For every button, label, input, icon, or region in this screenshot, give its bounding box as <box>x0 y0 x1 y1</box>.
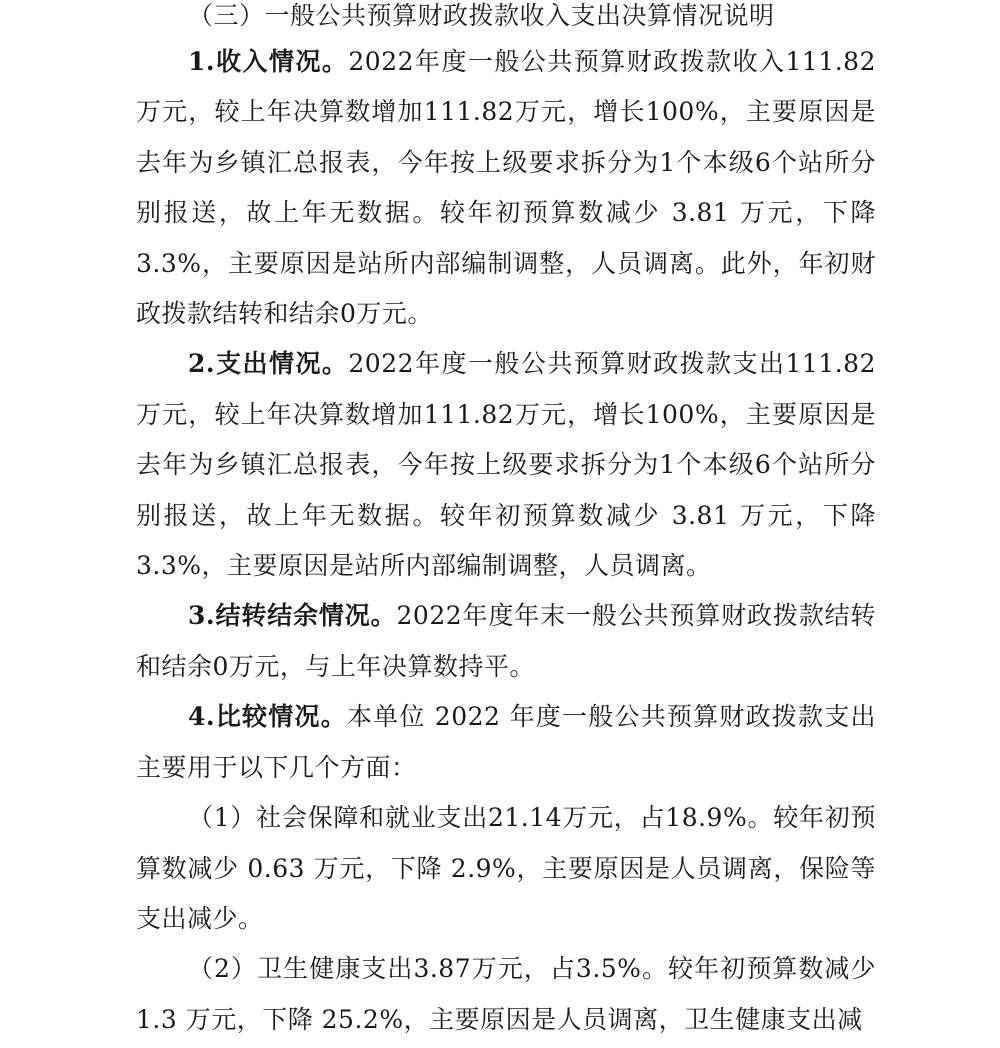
social-security-block <box>136 793 876 944</box>
carryover-lead: 3.结转结余情况。 <box>188 601 397 631</box>
comparison-paragraph <box>136 692 876 793</box>
expenditure-block <box>136 339 876 591</box>
social-security-paragraph <box>136 793 876 944</box>
health-text: （2）卫生健康支出3.87万元，占3.5%。较年初预算数减少1.3 万元，下降 25.2%，主要原因是人员调离，卫生健康支出减 <box>136 954 876 1034</box>
health-paragraph <box>136 944 876 1045</box>
social-security-text: （1）社会保障和就业支出21.14万元，占18.9%。较年初预算数减少 0.63 万元，下降 2.9%，主要原因是人员调离，保险等支出减少。 <box>136 803 876 933</box>
section-heading: （三）一般公共预算财政拨款收入支出决算情况说明 <box>188 1 775 30</box>
carryover-paragraph <box>136 591 876 692</box>
document-page <box>136 0 876 1048</box>
income-text: 2022年度一般公共预算财政拨款收入111.82万元，较上年决算数增加111.82万元，增长100%，主要原因是去年为乡镇汇总报表，今年按上级要求拆分为1个本级6个站所分别报送，故上年无数据。较年初预算数减少 3.81 万元，下降3.3%，主要原因是站所内部编制调整，人员调离。此外，年初财政拨款结转和结余0万元。 <box>136 47 876 329</box>
expenditure-lead: 2.支出情况。 <box>188 349 349 379</box>
comparison-lead: 4.比较情况。 <box>188 702 347 732</box>
carryover-text: 2022年度年末一般公共预算财政拨款结转和结余0万元，与上年决算数持平。 <box>136 601 876 681</box>
comparison-block <box>136 692 876 793</box>
income-paragraph <box>136 37 876 339</box>
income-lead: 1.收入情况。 <box>188 47 349 76</box>
expenditure-text: 2022年度一般公共预算财政拨款支出111.82万元，较上年决算数增加111.82万元，增长100%，主要原因是去年为乡镇汇总报表，今年按上级要求拆分为1个本级6个站所分别报送，故上年无数据。较年初预算数减少 3.81 万元，下降3.3%，主要原因是站所内部编制调整，人员调离。 <box>136 349 876 581</box>
income-block <box>136 37 876 339</box>
comparison-text: 本单位 2022 年度一般公共预算财政拨款支出主要用于以下几个方面： <box>136 702 876 782</box>
expenditure-paragraph <box>136 339 876 591</box>
carryover-block <box>136 591 876 692</box>
health-block <box>136 944 876 1045</box>
